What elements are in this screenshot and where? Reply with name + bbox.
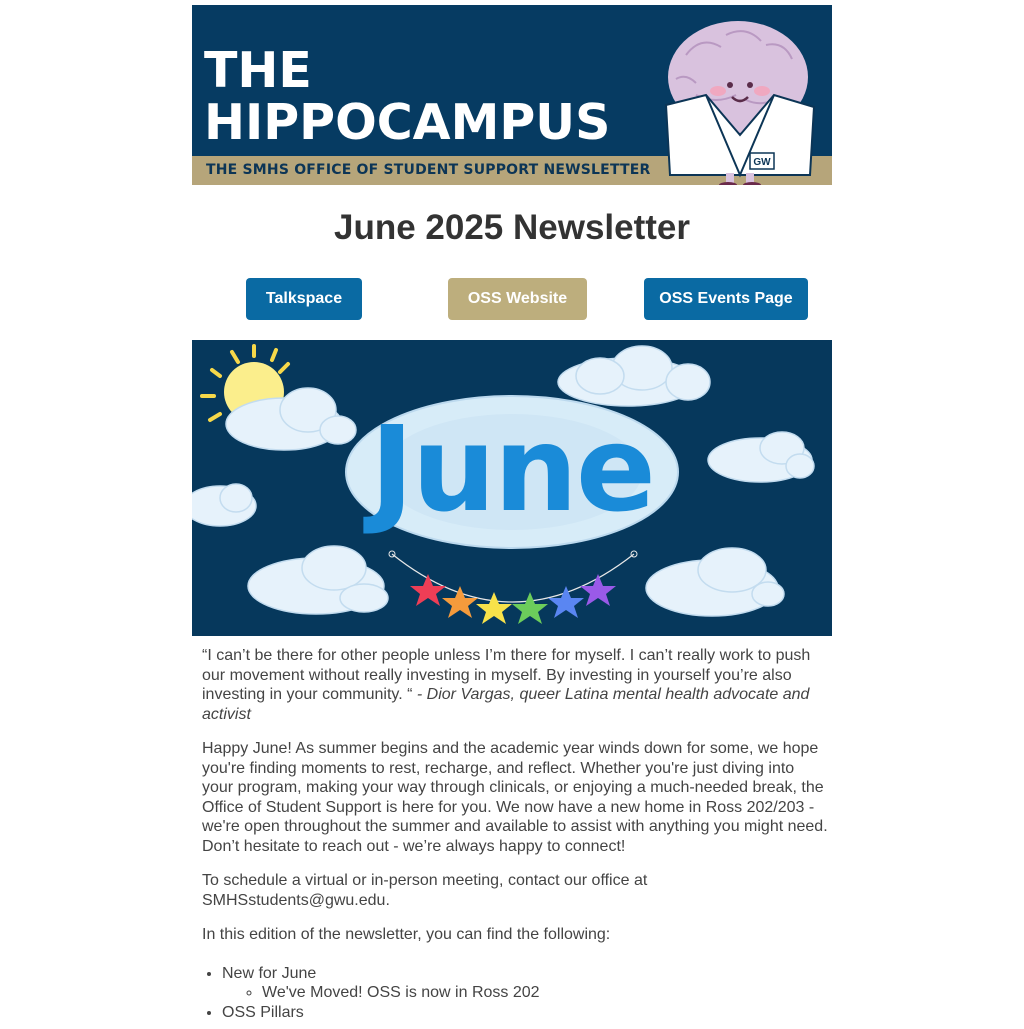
june-word-badge [346, 396, 678, 548]
toc-sublist [222, 983, 828, 1003]
quote-text: “I can’t be there for other people unless I’m there for myself. I can’t really work to push our movement without really investing in myself. By investing in yourself you’re also investing in your community. “ [202, 647, 811, 703]
brain-mascot-icon [646, 15, 826, 185]
june-hero-image [192, 340, 832, 636]
schedule-paragraph: To schedule a virtual or in-person meeting, contact our office at SMHSstudents@gwu.edu. [202, 872, 648, 909]
list-item: ◦ We've Moved! OSS is now in Ross 202 [262, 983, 828, 1003]
june-word: June [370, 400, 654, 538]
newsletter [192, 5, 832, 1021]
toc-intro: In this edition of the newsletter, you can find the following: [202, 926, 611, 943]
mascot-badge-text: GW [753, 157, 771, 168]
header-title-line1: THE [204, 42, 312, 99]
intro-paragraph: Happy June! As summer begins and the academic year winds down for some, we hope you're finding moments to rest, recharge, and reflect. Whether you're just diving into your program, making your way through clinicals, or enjoying a much-needed break, the Office of Student Support is here for you. We now have a new home in Ross 202/203 - we're open throughout the summer and available to assist with anything you might need. Don’t hesitate to reach out - we’re always happy to connect! [202, 740, 828, 855]
oss-website-button[interactable]: OSS Website [448, 278, 587, 320]
quote-attribution: - Dior Vargas, queer Latina mental health advocate and activist [202, 686, 810, 723]
page-title: June 2025 Newsletter [333, 208, 690, 247]
newsletter-body [202, 646, 828, 1022]
talkspace-button[interactable]: Talkspace [246, 278, 362, 320]
rainbow-stars-icon [410, 574, 616, 624]
list-item: • OSS Pillars [222, 1003, 828, 1023]
header-subtitle: THE SMHS OFFICE OF STUDENT SUPPORT NEWSLETTER [206, 162, 651, 178]
toc-item-label: New for June [222, 964, 317, 982]
list-item [222, 964, 828, 1003]
quote-paragraph [202, 646, 828, 724]
june-illustration [192, 340, 832, 636]
newsletter-header-banner [192, 5, 832, 185]
oss-events-page-button[interactable]: OSS Events Page [644, 278, 808, 320]
toc-list [202, 964, 828, 1023]
header-title-line2: HIPPOCAMPUS [204, 94, 611, 151]
